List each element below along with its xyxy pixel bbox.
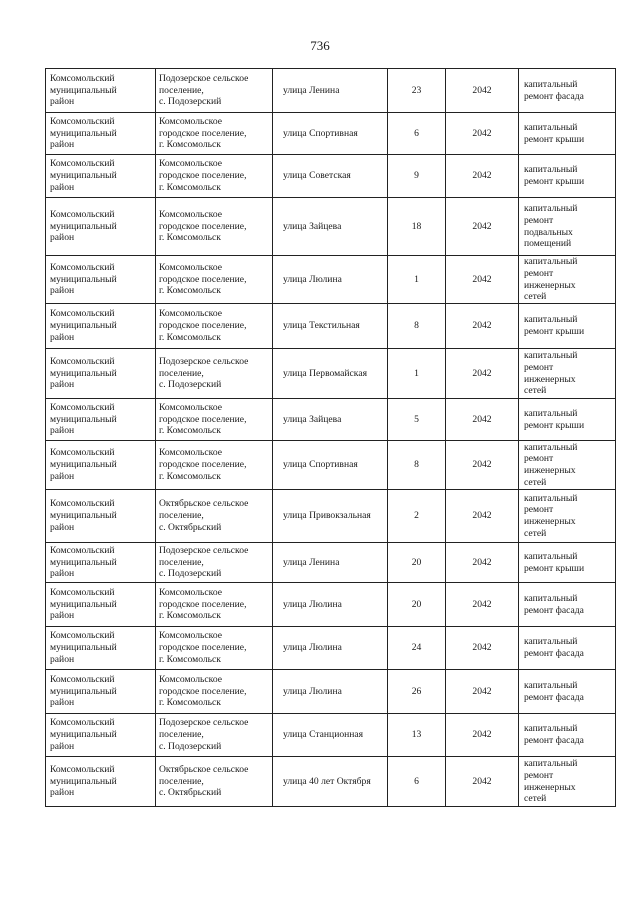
settlement-cell <box>156 69 273 113</box>
year-cell-text: 2042 <box>472 220 492 232</box>
year-cell-text: 2042 <box>472 775 492 787</box>
work-type-cell-text: капитальный ремонт подвальных помещений <box>524 203 578 250</box>
work-type-cell <box>519 583 616 627</box>
table-row <box>46 113 616 155</box>
street-cell <box>273 714 388 757</box>
work-type-cell <box>519 714 616 757</box>
work-type-cell <box>519 441 616 490</box>
work-type-cell-text: капитальный ремонт фасада <box>524 636 584 659</box>
house-number-cell <box>388 69 446 113</box>
settlement-cell-text: Октябрьское сельское поселение, с. Октябрьский <box>159 763 249 799</box>
district-cell-text: Комсомольский муниципальный район <box>50 208 117 244</box>
work-type-cell <box>519 304 616 349</box>
table-row <box>46 583 616 627</box>
year-cell <box>446 113 519 155</box>
table-row <box>46 198 616 256</box>
settlement-cell <box>156 441 273 490</box>
district-cell-text: Комсомольский муниципальный район <box>50 115 117 151</box>
district-cell <box>46 670 156 714</box>
district-cell-text: Комсомольский муниципальный район <box>50 544 117 580</box>
table-row <box>46 256 616 304</box>
work-type-cell <box>519 113 616 155</box>
table-row <box>46 670 616 714</box>
work-type-cell-text: капитальный ремонт инженерных сетей <box>524 492 578 539</box>
settlement-cell <box>156 627 273 670</box>
table-row <box>46 757 616 807</box>
year-cell-text: 2042 <box>472 510 492 522</box>
table-row <box>46 714 616 757</box>
settlement-cell <box>156 256 273 304</box>
work-type-cell-text: капитальный ремонт фасада <box>524 679 584 703</box>
work-type-cell-text: капитальный ремонт фасада <box>524 78 584 102</box>
table-row <box>46 349 616 399</box>
work-type-cell-text: капитальный ремонт инженерных сетей <box>524 256 578 303</box>
house-number-cell-text: 20 <box>411 598 422 610</box>
settlement-cell <box>156 670 273 714</box>
settlement-cell-text: Комсомольское городское поселение, г. Комсомольск <box>159 673 247 709</box>
work-type-cell <box>519 757 616 807</box>
year-cell <box>446 714 519 757</box>
year-cell <box>446 155 519 198</box>
house-number-cell <box>388 627 446 670</box>
year-cell <box>446 583 519 627</box>
settlement-cell <box>156 113 273 155</box>
street-cell-text: улица Ленина <box>283 84 340 96</box>
district-cell <box>46 441 156 490</box>
house-number-cell <box>388 714 446 757</box>
house-number-cell <box>388 349 446 399</box>
street-cell <box>273 69 388 113</box>
work-type-cell-text: капитальный ремонт крыши <box>524 164 585 187</box>
district-cell <box>46 757 156 807</box>
district-cell <box>46 349 156 399</box>
house-number-cell-text: 20 <box>411 556 422 568</box>
district-cell <box>46 198 156 256</box>
street-cell <box>273 349 388 399</box>
table-row <box>46 69 616 113</box>
table-row <box>46 627 616 670</box>
table-row <box>46 155 616 198</box>
settlement-cell-text: Комсомольское городское поселение, г. Комсомольск <box>159 208 247 244</box>
district-cell <box>46 399 156 441</box>
table-row <box>46 543 616 583</box>
street-cell-text: улица Люлина <box>283 642 342 654</box>
settlement-cell-text: Комсомольское городское поселение, г. Комсомольск <box>159 308 247 343</box>
year-cell-text: 2042 <box>472 84 492 96</box>
year-cell-text: 2042 <box>472 598 492 610</box>
street-cell-text: улица Ленина <box>283 556 340 568</box>
settlement-cell-text: Комсомольское городское поселение, г. Комсомольск <box>159 115 247 151</box>
district-cell-text: Комсомольский муниципальный район <box>50 763 117 799</box>
year-cell-text: 2042 <box>472 170 492 182</box>
house-number-cell-text: 6 <box>414 775 419 787</box>
settlement-cell-text: Комсомольское городское поселение, г. Комсомольск <box>159 401 247 437</box>
settlement-cell-text: Комсомольское городское поселение, г. Комсомольск <box>159 586 247 622</box>
district-cell-text: Комсомольский муниципальный район <box>50 673 117 709</box>
page-number: 736 <box>310 38 330 53</box>
district-cell <box>46 627 156 670</box>
house-number-cell-text: 2 <box>414 510 419 522</box>
house-number-cell <box>388 304 446 349</box>
year-cell-text: 2042 <box>472 367 492 379</box>
year-cell <box>446 198 519 256</box>
settlement-cell <box>156 198 273 256</box>
street-cell <box>273 543 388 583</box>
street-cell <box>273 113 388 155</box>
house-number-cell-text: 8 <box>414 459 419 471</box>
work-type-cell <box>519 256 616 304</box>
work-type-cell <box>519 399 616 441</box>
work-type-cell-text: капитальный ремонт фасада <box>524 592 584 616</box>
year-cell-text: 2042 <box>472 729 492 741</box>
district-cell-text: Комсомольский муниципальный район <box>50 72 117 108</box>
work-type-cell-text: капитальный ремонт фасада <box>524 723 584 746</box>
table-row <box>46 490 616 543</box>
settlement-cell-text: Подозерское сельское поселение, с. Подозерский <box>159 544 249 580</box>
year-cell <box>446 69 519 113</box>
year-cell-text: 2042 <box>472 642 492 654</box>
work-type-cell <box>519 627 616 670</box>
street-cell-text: улица Станционная <box>283 729 364 741</box>
year-cell <box>446 304 519 349</box>
house-number-cell-text: 1 <box>414 273 419 285</box>
district-cell <box>46 155 156 198</box>
street-cell <box>273 304 388 349</box>
year-cell-text: 2042 <box>472 413 492 425</box>
district-cell <box>46 113 156 155</box>
house-number-cell-text: 1 <box>414 367 419 379</box>
street-cell-text: улица Текстильная <box>283 320 360 332</box>
work-type-cell-text: капитальный ремонт крыши <box>524 550 585 574</box>
house-number-cell <box>388 490 446 543</box>
street-cell-text: улица Зайцева <box>283 413 342 425</box>
house-number-cell <box>388 543 446 583</box>
street-cell <box>273 583 388 627</box>
street-cell-text: улица Зайцева <box>283 220 342 232</box>
street-cell <box>273 757 388 807</box>
district-cell <box>46 543 156 583</box>
district-cell-text: Комсомольский муниципальный район <box>50 447 117 482</box>
settlement-cell-text: Комсомольское городское поселение, г. Комсомольск <box>159 158 247 193</box>
district-cell <box>46 490 156 543</box>
year-cell-text: 2042 <box>472 273 492 285</box>
work-type-cell-text: капитальный ремонт крыши <box>524 121 585 145</box>
district-cell <box>46 304 156 349</box>
settlement-cell <box>156 155 273 198</box>
district-cell <box>46 256 156 304</box>
settlement-cell <box>156 757 273 807</box>
table-row <box>46 399 616 441</box>
street-cell <box>273 399 388 441</box>
work-type-cell <box>519 198 616 256</box>
settlement-cell-text: Комсомольское городское поселение, г. Комсомольск <box>159 630 247 665</box>
work-type-cell-text: капитальный ремонт инженерных сетей <box>524 350 578 397</box>
work-type-cell-text: капитальный ремонт крыши <box>524 314 585 337</box>
settlement-cell <box>156 543 273 583</box>
repair-schedule-table <box>45 68 616 807</box>
year-cell-text: 2042 <box>472 556 492 568</box>
house-number-cell-text: 18 <box>411 220 422 232</box>
street-cell <box>273 198 388 256</box>
house-number-cell-text: 8 <box>414 320 419 332</box>
work-type-cell-text: капитальный ремонт инженерных сетей <box>524 758 578 805</box>
district-cell-text: Комсомольский муниципальный район <box>50 355 117 391</box>
settlement-cell <box>156 399 273 441</box>
year-cell-text: 2042 <box>472 459 492 471</box>
district-cell-text: Комсомольский муниципальный район <box>50 630 117 665</box>
settlement-cell-text: Комсомольское городское поселение, г. Комсомольск <box>159 261 247 297</box>
house-number-cell <box>388 670 446 714</box>
street-cell <box>273 670 388 714</box>
street-cell <box>273 627 388 670</box>
street-cell-text: улица Спортивная <box>283 127 358 139</box>
district-cell <box>46 714 156 757</box>
street-cell-text: улица Советская <box>283 170 351 182</box>
year-cell <box>446 441 519 490</box>
house-number-cell-text: 6 <box>414 127 419 139</box>
settlement-cell-text: Подозерское сельское поселение, с. Подозерский <box>159 355 249 391</box>
district-cell <box>46 583 156 627</box>
year-cell <box>446 757 519 807</box>
house-number-cell-text: 13 <box>411 729 422 741</box>
district-cell-text: Комсомольский муниципальный район <box>50 158 117 193</box>
year-cell-text: 2042 <box>472 685 492 697</box>
settlement-cell <box>156 349 273 399</box>
year-cell <box>446 349 519 399</box>
year-cell <box>446 399 519 441</box>
settlement-cell <box>156 583 273 627</box>
work-type-cell <box>519 490 616 543</box>
work-type-cell <box>519 670 616 714</box>
settlement-cell-text: Комсомольское городское поселение, г. Комсомольск <box>159 447 247 482</box>
work-type-cell <box>519 155 616 198</box>
settlement-cell-text: Подозерское сельское поселение, с. Подозерский <box>159 72 249 108</box>
district-cell-text: Комсомольский муниципальный район <box>50 261 117 297</box>
year-cell <box>446 256 519 304</box>
year-cell <box>446 670 519 714</box>
work-type-cell-text: капитальный ремонт инженерных сетей <box>524 441 578 488</box>
street-cell-text: улица 40 лет Октября <box>283 775 371 787</box>
work-type-cell-text: капитальный ремонт крыши <box>524 407 585 431</box>
house-number-cell <box>388 441 446 490</box>
table-row <box>46 441 616 490</box>
year-cell <box>446 543 519 583</box>
street-cell-text: улица Люлина <box>283 273 342 285</box>
house-number-cell-text: 26 <box>411 685 422 697</box>
work-type-cell <box>519 69 616 113</box>
house-number-cell <box>388 198 446 256</box>
year-cell-text: 2042 <box>472 320 492 332</box>
street-cell <box>273 490 388 543</box>
house-number-cell <box>388 583 446 627</box>
work-type-cell <box>519 543 616 583</box>
house-number-cell-text: 24 <box>411 642 422 654</box>
street-cell <box>273 441 388 490</box>
settlement-cell-text: Подозерское сельское поселение, с. Подозерский <box>159 717 249 752</box>
year-cell <box>446 627 519 670</box>
settlement-cell-text: Октябрьское сельское поселение, с. Октябрьский <box>159 498 249 533</box>
street-cell-text: улица Первомайская <box>283 367 367 379</box>
year-cell <box>446 490 519 543</box>
district-cell-text: Комсомольский муниципальный район <box>50 308 117 343</box>
street-cell-text: улица Люлина <box>283 685 342 697</box>
house-number-cell <box>388 155 446 198</box>
district-cell-text: Комсомольский муниципальный район <box>50 401 117 437</box>
street-cell-text: улица Спортивная <box>283 459 358 471</box>
table-row <box>46 304 616 349</box>
house-number-cell <box>388 256 446 304</box>
house-number-cell-text: 9 <box>414 170 419 182</box>
settlement-cell <box>156 714 273 757</box>
street-cell-text: улица Привокзальная <box>283 510 371 522</box>
district-cell-text: Комсомольский муниципальный район <box>50 586 117 622</box>
street-cell-text: улица Люлина <box>283 598 342 610</box>
district-cell-text: Комсомольский муниципальный район <box>50 498 117 533</box>
year-cell-text: 2042 <box>472 127 492 139</box>
district-cell-text: Комсомольский муниципальный район <box>50 717 117 752</box>
settlement-cell <box>156 304 273 349</box>
street-cell <box>273 155 388 198</box>
house-number-cell-text: 5 <box>414 413 419 425</box>
settlement-cell <box>156 490 273 543</box>
house-number-cell <box>388 399 446 441</box>
work-type-cell <box>519 349 616 399</box>
street-cell <box>273 256 388 304</box>
house-number-cell <box>388 113 446 155</box>
house-number-cell <box>388 757 446 807</box>
house-number-cell-text: 23 <box>411 84 422 96</box>
district-cell <box>46 69 156 113</box>
